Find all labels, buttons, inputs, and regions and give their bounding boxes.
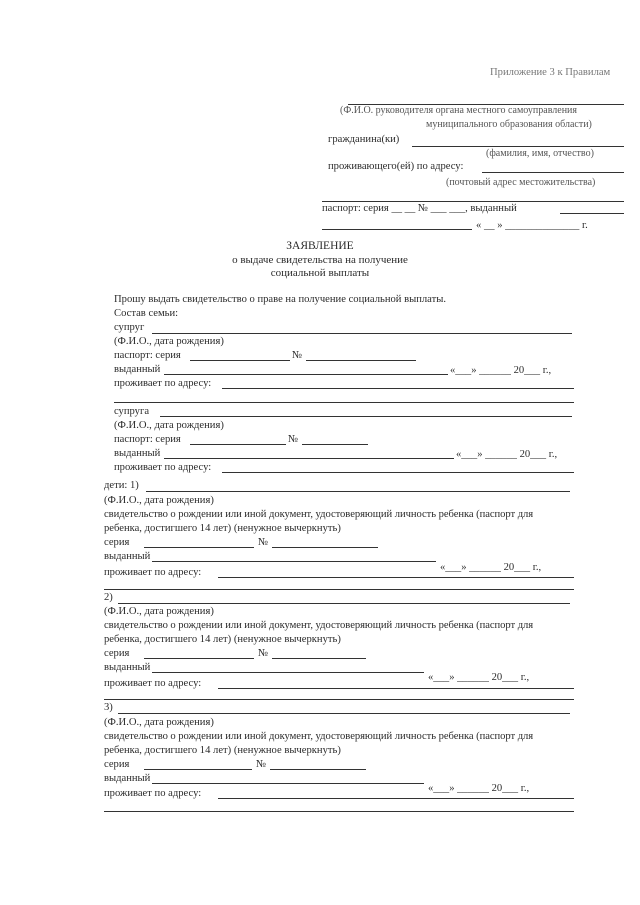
child2-issued-label: выданный bbox=[104, 662, 151, 673]
child3-name-line bbox=[118, 713, 570, 714]
child1-address-line bbox=[218, 577, 574, 578]
children-label: дети: 1) bbox=[104, 480, 139, 491]
spouse2-address-line bbox=[222, 472, 574, 473]
child3-number-line bbox=[270, 769, 366, 770]
child3-doc-line2: ребенка, достигшего 14 лет) (ненужное вычеркнуть) bbox=[104, 745, 341, 756]
child1-issued-label: выданный bbox=[104, 551, 151, 562]
child2-address-line bbox=[218, 688, 574, 689]
child1-series-label: серия bbox=[104, 537, 130, 548]
spouse2-name-line bbox=[160, 416, 572, 417]
child1-number-line bbox=[272, 547, 378, 548]
spouse1-address-line-2 bbox=[114, 402, 574, 403]
child3-issued-label: выданный bbox=[104, 773, 151, 784]
spouse2-passport-label: паспорт: серия bbox=[114, 434, 181, 445]
document-subtitle-2: социальной выплаты bbox=[270, 267, 370, 279]
child2-date: «___» ______ 20___ г., bbox=[428, 672, 530, 683]
child1-address-label: проживает по адресу: bbox=[104, 567, 202, 578]
child3-caption: (Ф.И.О., дата рождения) bbox=[104, 717, 214, 728]
child1-date: «___» ______ 20___ г., bbox=[440, 562, 542, 573]
child1-issued-line bbox=[152, 561, 436, 562]
spouse1-address-line bbox=[222, 388, 574, 389]
child1-doc-line1: свидетельство о рождении или иной документ, удостоверяющий личность ребенка (паспорт для bbox=[104, 509, 534, 520]
child1-series-line bbox=[144, 547, 254, 548]
child1-number-label: № bbox=[258, 537, 269, 548]
spouse1-name-line bbox=[152, 333, 572, 334]
child2-issued-line bbox=[152, 672, 424, 673]
child3-number-label: № bbox=[256, 759, 267, 770]
spouse2-caption: (Ф.И.О., дата рождения) bbox=[114, 420, 224, 431]
spouse1-number-label: № bbox=[292, 350, 303, 361]
spouse1-series-line bbox=[190, 360, 290, 361]
child2-series-line bbox=[144, 658, 254, 659]
child2-address-line-2 bbox=[104, 699, 574, 700]
document-subtitle-1: о выдаче свидетельства на получение bbox=[232, 254, 408, 266]
child3-number: 3) bbox=[104, 702, 113, 713]
header-issued-line-2 bbox=[322, 229, 472, 230]
spouse1-label: супруг bbox=[114, 322, 145, 333]
header-passport-line: паспорт: серия __ __ № ___ ___, выданный bbox=[322, 203, 517, 214]
head-caption: (Ф.И.О. руководителя органа местного самоуправления bbox=[340, 105, 578, 116]
document-title: ЗАЯВЛЕНИЕ bbox=[286, 240, 354, 252]
child3-issued-line bbox=[152, 783, 424, 784]
child2-doc-line2: ребенка, достигшего 14 лет) (ненужное вычеркнуть) bbox=[104, 634, 341, 645]
child3-doc-line1: свидетельство о рождении или иной документ, удостоверяющий личность ребенка (паспорт для bbox=[104, 731, 534, 742]
citizen-caption: (фамилия, имя, отчество) bbox=[486, 148, 594, 159]
child3-address-label: проживает по адресу: bbox=[104, 788, 202, 799]
head-caption-2: муниципального образования области) bbox=[426, 119, 592, 130]
header-date: « __ » ______________ г. bbox=[476, 220, 588, 231]
spouse2-issued-label: выданный bbox=[114, 448, 161, 459]
spouse1-issued-line bbox=[164, 374, 448, 375]
child2-number-label: № bbox=[258, 648, 269, 659]
spouse2-number-line bbox=[302, 444, 368, 445]
child2-name-line bbox=[118, 603, 570, 604]
spouse1-passport-label: паспорт: серия bbox=[114, 350, 181, 361]
child2-doc-line1: свидетельство о рождении или иной документ, удостоверяющий личность ребенка (паспорт для bbox=[104, 620, 534, 631]
header-issued-line bbox=[560, 213, 624, 214]
spouse2-series-line bbox=[190, 444, 286, 445]
child1-doc-line2: ребенка, достигшего 14 лет) (ненужное вычеркнуть) bbox=[104, 523, 341, 534]
child1-caption: (Ф.И.О., дата рождения) bbox=[104, 495, 214, 506]
family-label: Состав семьи: bbox=[114, 308, 179, 319]
request-text: Прошу выдать свидетельство о праве на получение социальной выплаты. bbox=[114, 294, 447, 305]
spouse2-date: «___» ______ 20___ г., bbox=[456, 449, 558, 460]
spouse1-issued-label: выданный bbox=[114, 364, 161, 375]
spouse1-caption: (Ф.И.О., дата рождения) bbox=[114, 336, 224, 347]
spouse1-number-line bbox=[306, 360, 416, 361]
spouse1-date: «___» ______ 20___ г., bbox=[450, 365, 552, 376]
child3-series-label: серия bbox=[104, 759, 130, 770]
child2-number: 2) bbox=[104, 592, 113, 603]
citizen-label: гражданина(ки) bbox=[328, 134, 400, 145]
child2-series-label: серия bbox=[104, 648, 130, 659]
child1-name-line bbox=[146, 491, 570, 492]
appendix-label: Приложение 3 к Правилам bbox=[490, 67, 611, 78]
child3-address-line-2 bbox=[104, 811, 574, 812]
spouse2-number-label: № bbox=[288, 434, 299, 445]
child3-date: «___» ______ 20___ г., bbox=[428, 783, 530, 794]
child2-caption: (Ф.И.О., дата рождения) bbox=[104, 606, 214, 617]
spouse1-address-label: проживает по адресу: bbox=[114, 378, 212, 389]
child1-address-line-2 bbox=[104, 589, 574, 590]
address-caption: (почтовый адрес местожительства) bbox=[446, 177, 596, 188]
spouse2-address-label: проживает по адресу: bbox=[114, 462, 212, 473]
residing-label: проживающего(ей) по адресу: bbox=[328, 161, 464, 172]
child2-number-line bbox=[272, 658, 366, 659]
child2-address-label: проживает по адресу: bbox=[104, 678, 202, 689]
spouse2-issued-line bbox=[164, 458, 454, 459]
residing-line bbox=[482, 172, 624, 173]
child3-address-line bbox=[218, 798, 574, 799]
child3-series-line bbox=[144, 769, 252, 770]
spouse2-label: супруга bbox=[114, 406, 150, 417]
